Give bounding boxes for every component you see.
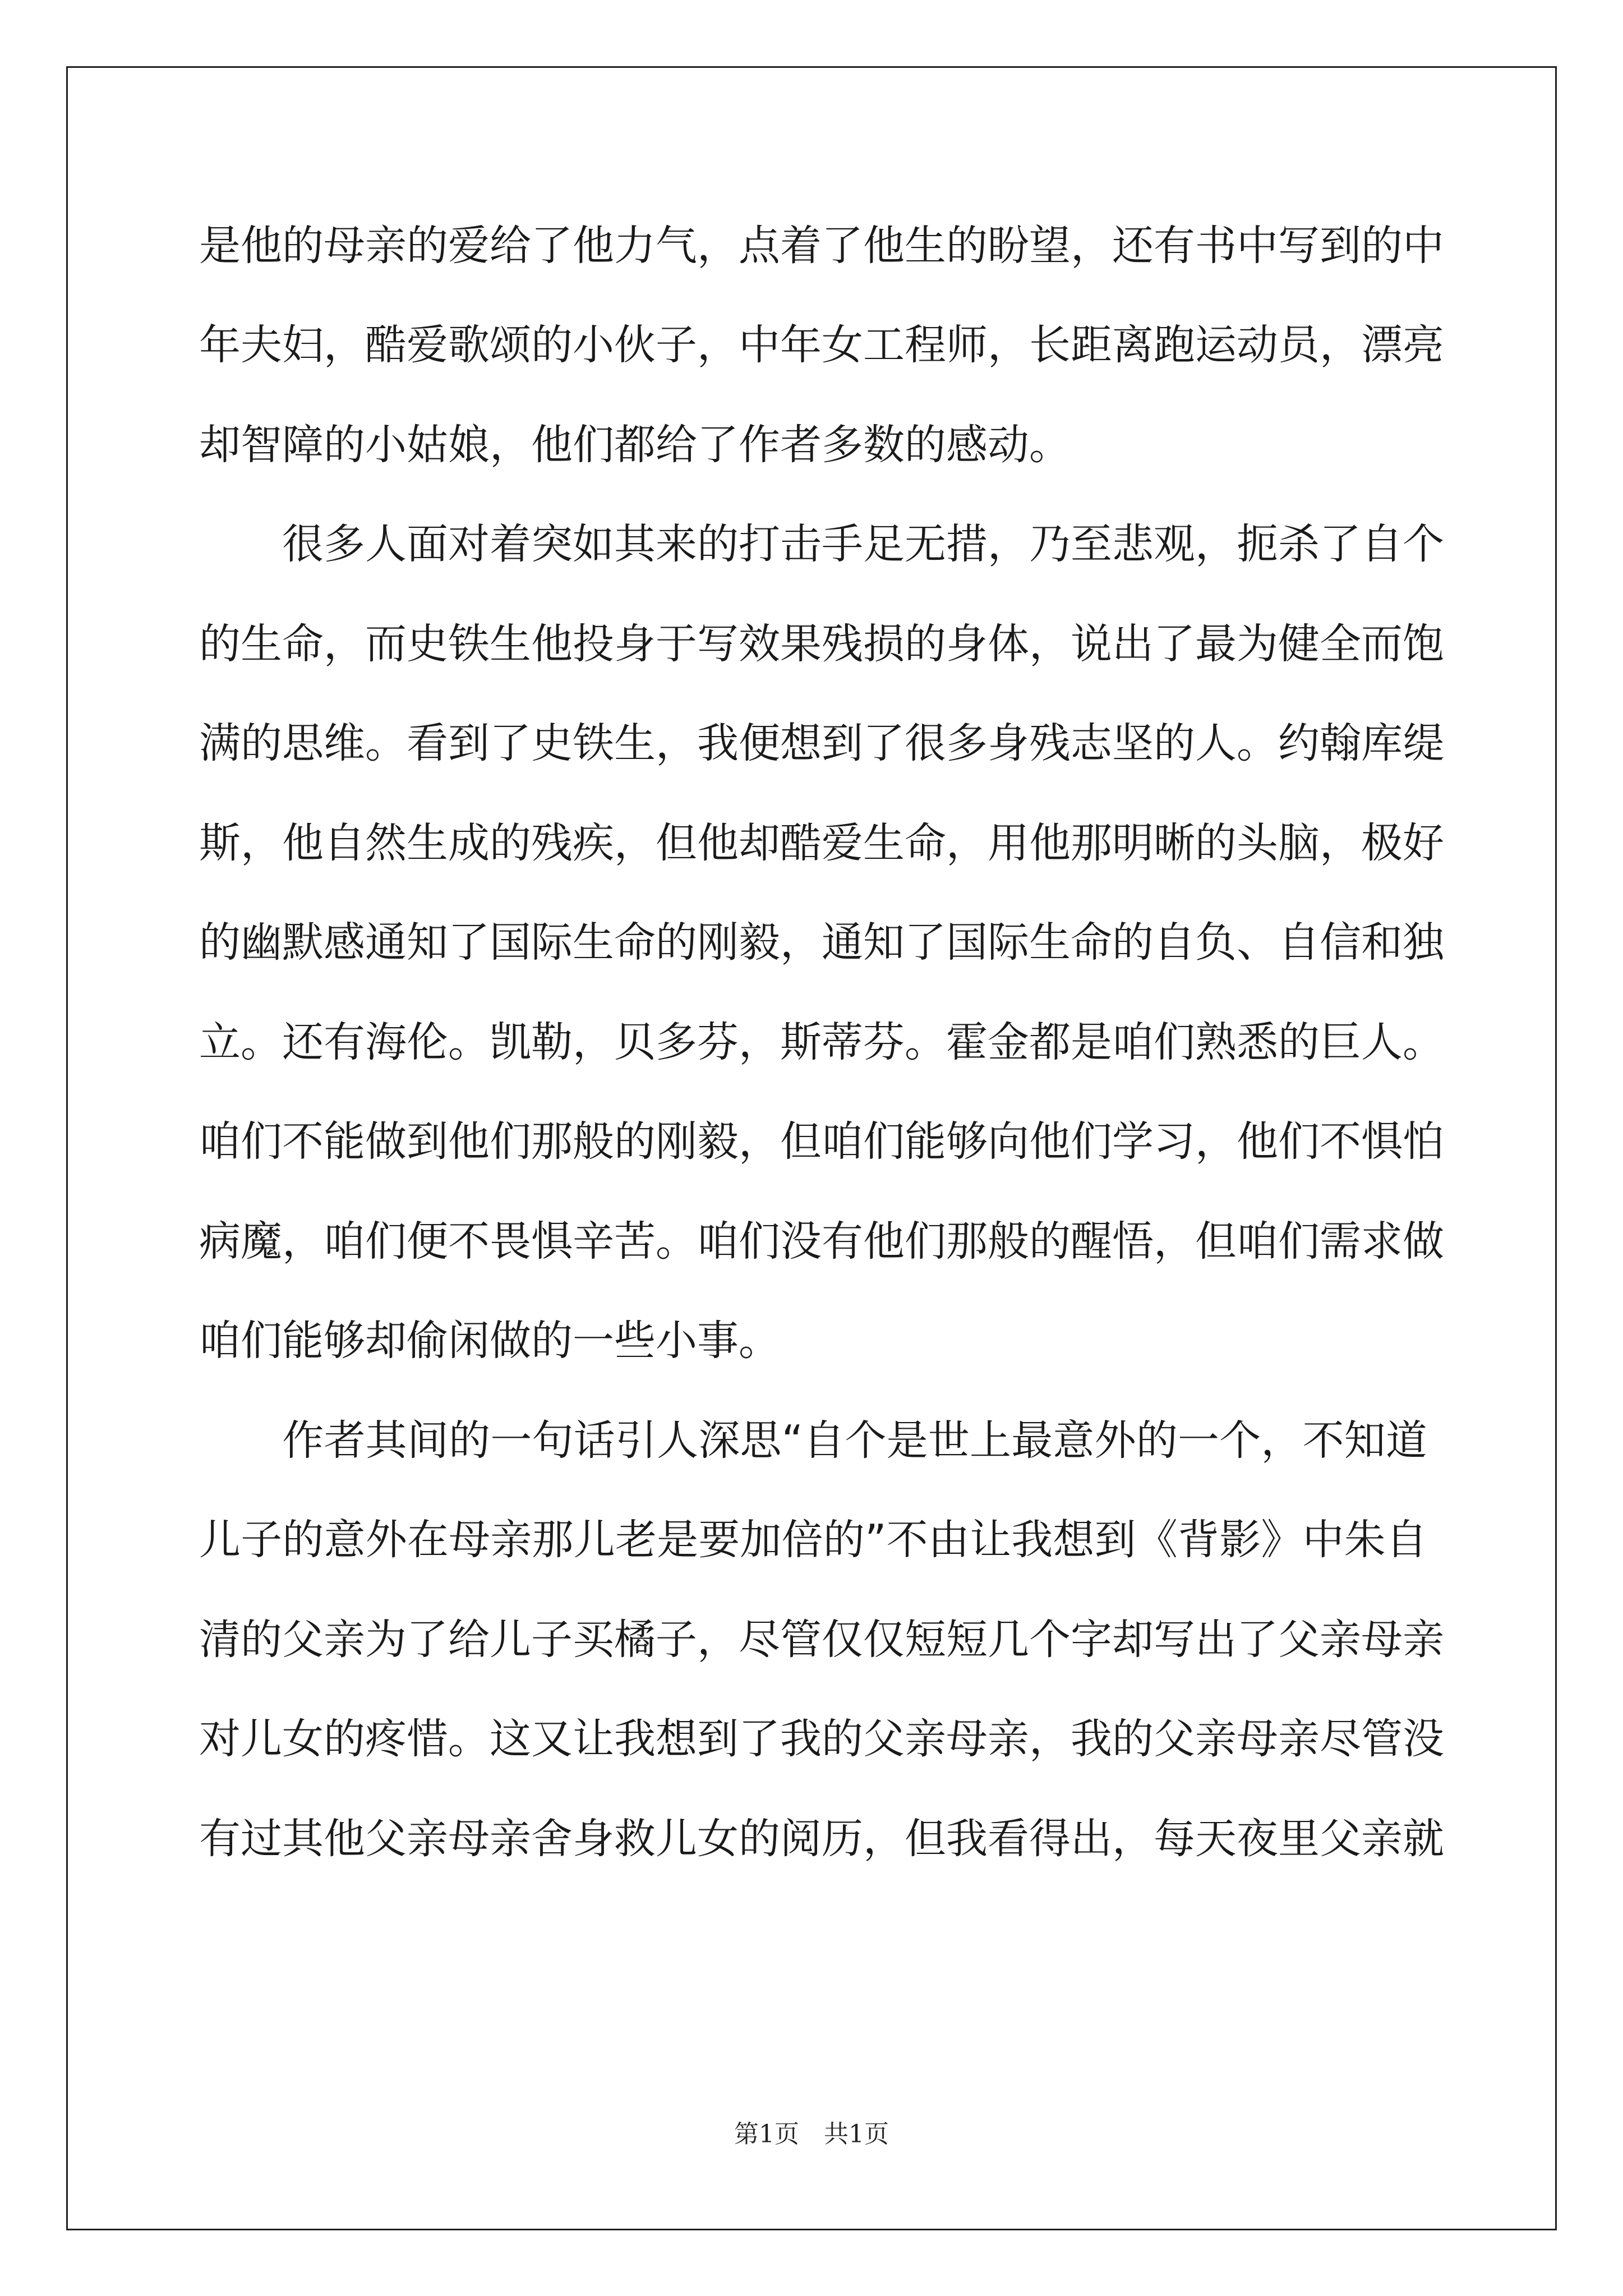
text-line: 的生命，而史铁生他投身于写效果残损的身体，说出了最为健全而饱 bbox=[199, 620, 1444, 668]
text-line: 是他的母亲的爱给了他力气，点着了他生的盼望，还有书中写到的中 bbox=[199, 222, 1444, 270]
text-line: 对儿女的疼惜。这又让我想到了我的父亲母亲，我的父亲母亲尽管没 bbox=[199, 1715, 1444, 1763]
text-line: 有过其他父亲母亲舍身救儿女的阅历，但我看得出，每天夜里父亲就 bbox=[199, 1815, 1444, 1863]
text-line: 清的父亲为了给儿子买橘子，尽管仅仅短短几个字却写出了父亲母亲 bbox=[199, 1616, 1444, 1664]
text-line: 立。还有海伦。凯勒，贝多芬，斯蒂芬。霍金都是咱们熟悉的巨人。 bbox=[199, 1018, 1444, 1066]
text-line: 满的思维。看到了史铁生，我便想到了很多身残志坚的人。约翰库缇 bbox=[199, 719, 1444, 767]
text-line: 很多人面对着突如其来的打击手足无措，乃至悲观，扼杀了自个 bbox=[199, 520, 1444, 568]
text-line: 却智障的小姑娘，他们都给了作者多数的感动。 bbox=[199, 421, 1071, 469]
text-line: 作者其间的一句话引人深思“自个是世上最意外的一个，不知道 bbox=[199, 1416, 1427, 1465]
page-number: 第1页 共1页 bbox=[734, 2120, 889, 2148]
text-line: 的幽默感通知了国际生命的刚毅，通知了国际生命的自负、自信和独 bbox=[199, 918, 1444, 967]
text-line: 斯，他自然生成的残疾，但他却酷爱生命，用他那明晰的头脑，极好 bbox=[199, 819, 1444, 867]
text-line: 年夫妇，酷爱歌颂的小伙子，中年女工程师，长距离跑运动员，漂亮 bbox=[199, 321, 1444, 369]
text-line: 咱们能够却偷闲做的一些小事。 bbox=[199, 1317, 780, 1365]
text-line: 病魔，咱们便不畏惧辛苦。咱们没有他们那般的醒悟，但咱们需求做 bbox=[199, 1217, 1444, 1266]
text-line: 咱们不能做到他们那般的刚毅，但咱们能够向他们学习，他们不惧怕 bbox=[199, 1117, 1444, 1166]
text-line: 儿子的意外在母亲那儿老是要加倍的”不由让我想到《背影》中朱自 bbox=[199, 1516, 1427, 1564]
